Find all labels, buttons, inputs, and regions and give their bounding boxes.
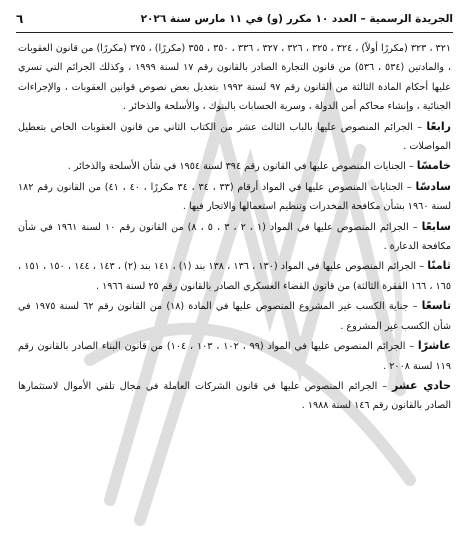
- paragraph-lead: سابعًا: [421, 219, 451, 233]
- paragraph-text: – الجنايات المنصوص عليها في المواد أرقام (٣٣ ، ٣٤ ، ٣٤ مكررًا ، ٤٠ ، ٤١) من القانون رقم ١٨٢ لسنة ١٩٦٠ بشأن مكافحة المخدرات وتنظيم استعمالها والاتجار فيها .: [18, 181, 451, 213]
- page-number: ٦: [16, 12, 24, 26]
- paragraph: [18, 376, 451, 416]
- header-title: الجريدة الرسمية – العدد ١٠ مكرر (و) في ١١ مارس سنة ٢٠٢٦: [140, 13, 453, 25]
- page-header: [16, 6, 453, 33]
- paragraph: [18, 256, 451, 296]
- paragraph-lead: تاسعًا: [421, 299, 452, 313]
- paragraph-text: ٣٢١ ، ٣٢٣ (مكررًا أولاً) ، ٣٢٤ ، ٣٢٥ ، ٣٢٦ ، ٣٢٧ ، ٣٣٦ ، ٣٥٠ ، ٣٥٥ (مكررًا) ، ٣٧٥ (مكررًا) من قانون العقوبات ، والمادتين (٥٣٤ ، ٥٣٦) من قانون التجارة الصادر بالقانون رقم ١٧ لسنة ١٩٩٩ ، وكذلك الجرائم التي تسري عليها أحكام المادة الثالثة من القانون رقم ٩٧ لسنة ١٩٩٢ بتعديل بعض نصوص قوانين العقوبات ، والإجراءات الجنائية ، وإنشاء محاكم أمن الدولة ، وسرية الحسابات بالبنوك ، والأسلحة والذخائر .: [18, 43, 452, 113]
- paragraph: [18, 117, 451, 157]
- paragraph-lead: عاشرًا: [417, 339, 451, 353]
- paragraph-text: – الجرائم المنصوص عليها في المواد (٩٩ ، ١٠٢ ، ١٠٣ ، ١٠٤) من قانون البناء الصادر بالقانون رقم ١١٩ لسنة ٢٠٠٨ .: [18, 341, 451, 372]
- paragraph-lead: رابعًا: [426, 119, 451, 133]
- paragraph-lead: حادي عشر: [391, 378, 451, 392]
- paragraph-text: – الجنايات المنصوص عليها في القانون رقم ٣٩٤ لسنة ١٩٥٤ في شأن الأسلحة والذخائر .: [67, 161, 417, 173]
- paragraph-text: – الجرائم المنصوص عليها في قانون الشركات العاملة في مجال تلقي الأموال لاستثمارها الصادر بالقانون رقم ١٤٦ لسنة ١٩٨٨ .: [18, 380, 451, 412]
- paragraph-lead: سادسًا: [415, 179, 451, 193]
- paragraph: [18, 38, 451, 117]
- paragraph-lead: خامسًا: [416, 159, 451, 173]
- paragraph: [18, 217, 451, 257]
- document-body: [18, 38, 451, 416]
- paragraph-text: – الجرائم المنصوص عليها بالباب الثالث عشر من الكتاب الثاني من قانون العقوبات الخاص بتعطيل المواصلات .: [18, 121, 451, 153]
- paragraph: [18, 177, 451, 217]
- paragraph-lead: ثامنًا: [427, 259, 451, 273]
- paragraph: [18, 296, 451, 336]
- paragraph: [18, 156, 451, 176]
- paragraph-text: – جناية الكسب غير المشروع المنصوص عليها في المادة (١٨) من القانون رقم ٦٢ لسنة ١٩٧٥ في شأن الكسب غير المشروع .: [18, 301, 451, 332]
- paragraph-text: – الجرائم المنصوص عليها في المواد (١ ، ٢ ، ٣ ، ٥ ، ٨) من القانون رقم ١٠ لسنة ١٩٦١ في شأن مكافحة الدعارة .: [18, 221, 451, 253]
- paragraph: [18, 336, 451, 376]
- paragraph-text: – الجرائم المنصوص عليها في المواد (١٣٠ ، ١٣٦ ، ١٣٨ بند (١) ، ١٤١ بند (٢) ، ١٤٣ ، ١٤٤ ، ١٥٠ ، ١٥١ ، ١٦٥ ، ١٦٦ الفقرة الثالثة) من قانون القضاء العسكري الصادر بالقانون رقم ٢٥ لسنة ١٩٦٦ .: [18, 261, 451, 292]
